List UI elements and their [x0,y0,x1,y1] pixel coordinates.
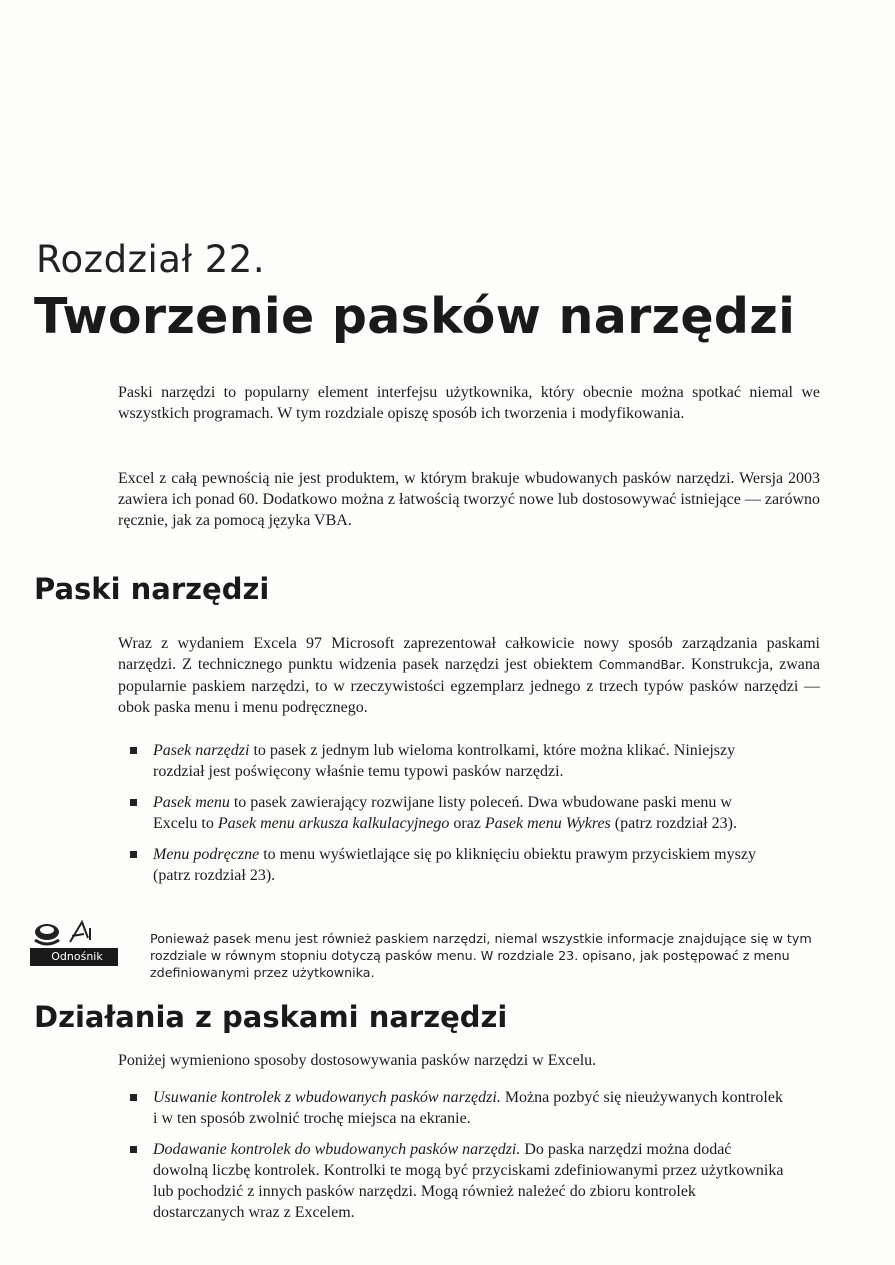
section-heading-paski: Paski narzędzi [34,572,270,606]
list-item-text: to pasek zawierający rozwijane listy poleceń. Dwa wbudowane paski menu w Excelu to [153,794,732,832]
list-item-text: Do paska narzędzi można dodać dowolną liczbę kontrolek. Kontrolki te mogą być przyciskami zdefiniowanymi przez użytkownika lub pochodzić z innych pasków narzędzi. Mogą również należeć do zbioru kontrolek dostarczanych wraz z Excelem. [153,1141,784,1221]
section1-paragraph-part-2: . Konstrukcja, zwana popularnie paskiem narzędzi, to w rzeczywistości egzemplarz jednego z trzech typów pasków narzędzi — obok paska menu i menu podręcznego. [118,656,820,716]
toolbar-types-list [130,740,770,896]
list-item-term: Dodawanie kontrolek do wbudowanych pasków narzędzi. [153,1141,521,1158]
customization-list [130,1087,790,1233]
list-item-reference: Pasek menu arkusza kalkulacyjnego [217,815,450,832]
bullet-square-icon [130,799,137,806]
section2-intro: Poniżej wymieniono sposoby dostosowywania pasków narzędzi w Excelu. [118,1052,597,1069]
list-item-text: (patrz rozdział 23). [610,815,737,832]
reference-note-icon [30,918,118,966]
list-item [130,792,770,834]
bullet-square-icon [130,851,137,858]
section-heading-dzialania: Działania z paskami narzędzi [34,1000,508,1034]
list-item-reference: Pasek menu Wykres [484,815,611,832]
list-item-text: to menu wyświetlające się po kliknięciu obiektu prawym przyciskiem myszy (patrz rozdział 23). [153,846,756,884]
chapter-title: Tworzenie pasków narzędzi [34,288,796,345]
list-item-term: Pasek menu [153,794,230,811]
list-item-term: Usuwanie kontrolek z wbudowanych pasków narzędzi. [153,1089,501,1106]
code-term: CommandBar [598,658,681,672]
intro-paragraph-2: Excel z całą pewnością nie jest produktem, w którym brakuje wbudowanych pasków narzędzi. Wersja 2003 zawiera ich ponad 60. Dodatkowo można z łatwością tworzyć nowe lub dostosowywać istniejące — zarówno ręcznie, jak za pomocą języka VBA. [118,470,820,529]
list-item-term: Menu podręczne [153,846,260,863]
list-item [130,740,770,782]
list-item-text: oraz [449,815,485,832]
section1-paragraph-part-1: Wraz z wydaniem Excela 97 Microsoft zaprezentował całkowicie nowy sposób zarządzania paskami narzędzi. Z technicznego punktu widzenia pasek narzędzi jest obiektem [118,635,820,673]
intro-paragraph-1: Paski narzędzi to popularny element interfejsu użytkownika, który obecnie można spotkać niemal we wszystkich programach. W tym rozdziale opiszę sposób ich tworzenia i modyfikowania. [118,384,820,422]
section1-paragraph [118,633,820,718]
list-item-term: Pasek narzędzi [153,742,250,759]
note-text: Ponieważ pasek menu jest również paskiem narzędzi, niemal wszystkie informacje znajdujące się w tym rozdziale w równym stopniu dotyczą pasków menu. W rozdziale 23. opisano, jak postępować z menu zdefiniowanymi przez użytkownika. [150,931,812,980]
list-item [130,1139,790,1223]
chapter-label: Rozdział 22. [36,238,266,281]
list-item-text: Można pozbyć się nieużywanych kontrolek i w ten sposób zwolnić trochę miejsca na ekranie. [153,1089,783,1127]
bullet-square-icon [130,1094,137,1101]
list-item [130,844,770,886]
list-item [130,1087,790,1129]
bullet-square-icon [130,747,137,754]
note-icon-label: Odnośnik [51,950,103,963]
bullet-square-icon [130,1146,137,1153]
list-item-text: to pasek z jednym lub wieloma kontrolkami, które można klikać. Niniejszy rozdział jest poświęcony właśnie temu typowi pasków narzędzi. [153,742,736,780]
